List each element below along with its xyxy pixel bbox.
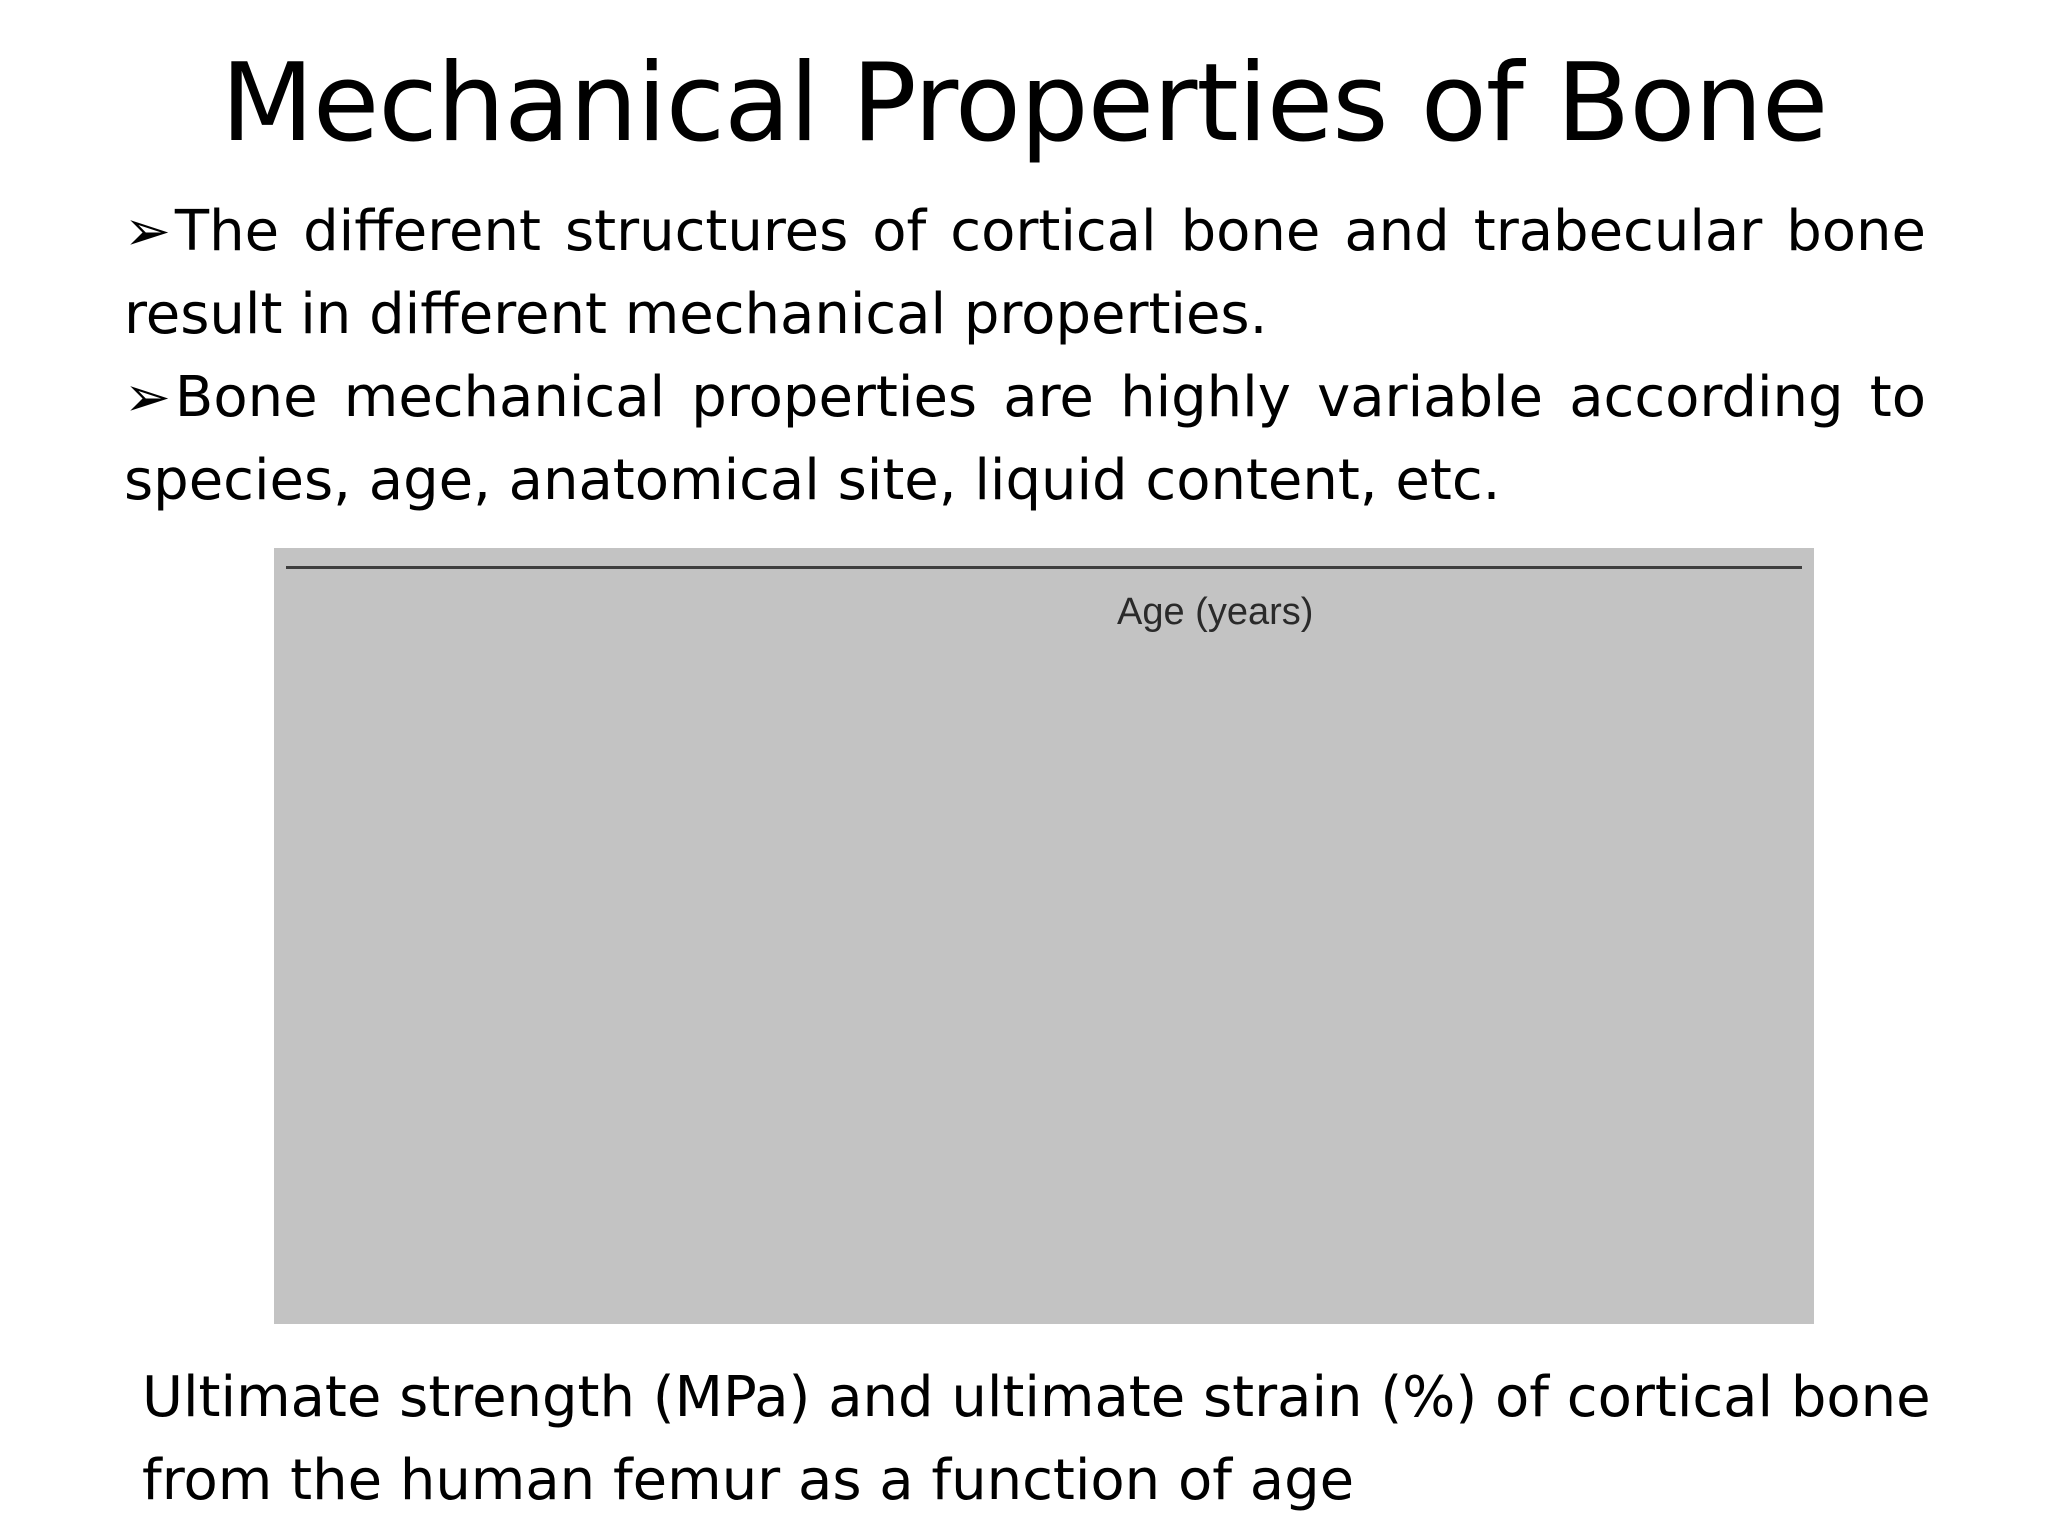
- bullet-list: [124, 190, 1926, 522]
- slide-title: Mechanical Properties of Bone: [220, 41, 1828, 166]
- bone-properties-table: [274, 548, 1814, 1324]
- arrow-bullet-icon: ➢: [124, 365, 171, 430]
- bullet-text: The different structures of cortical bone and trabecular bone result in different mechanical properties.: [124, 199, 1926, 347]
- bullet-item: [124, 356, 1926, 522]
- table-top-rule: [286, 566, 1802, 569]
- caption-line: Ultimate strength (MPa) and ultimate strain (%) of cortical bone: [142, 1365, 1931, 1430]
- arrow-bullet-icon: ➢: [124, 199, 171, 264]
- table-caption: [142, 1356, 1942, 1522]
- age-group-header: Age (years): [1117, 591, 1314, 633]
- caption-line: from the human femur as a function of age: [142, 1448, 1355, 1513]
- bullet-item: [124, 190, 1926, 356]
- bullet-text: Bone mechanical properties are highly variable according to species, age, anatomical site, liquid content, etc.: [124, 365, 1926, 513]
